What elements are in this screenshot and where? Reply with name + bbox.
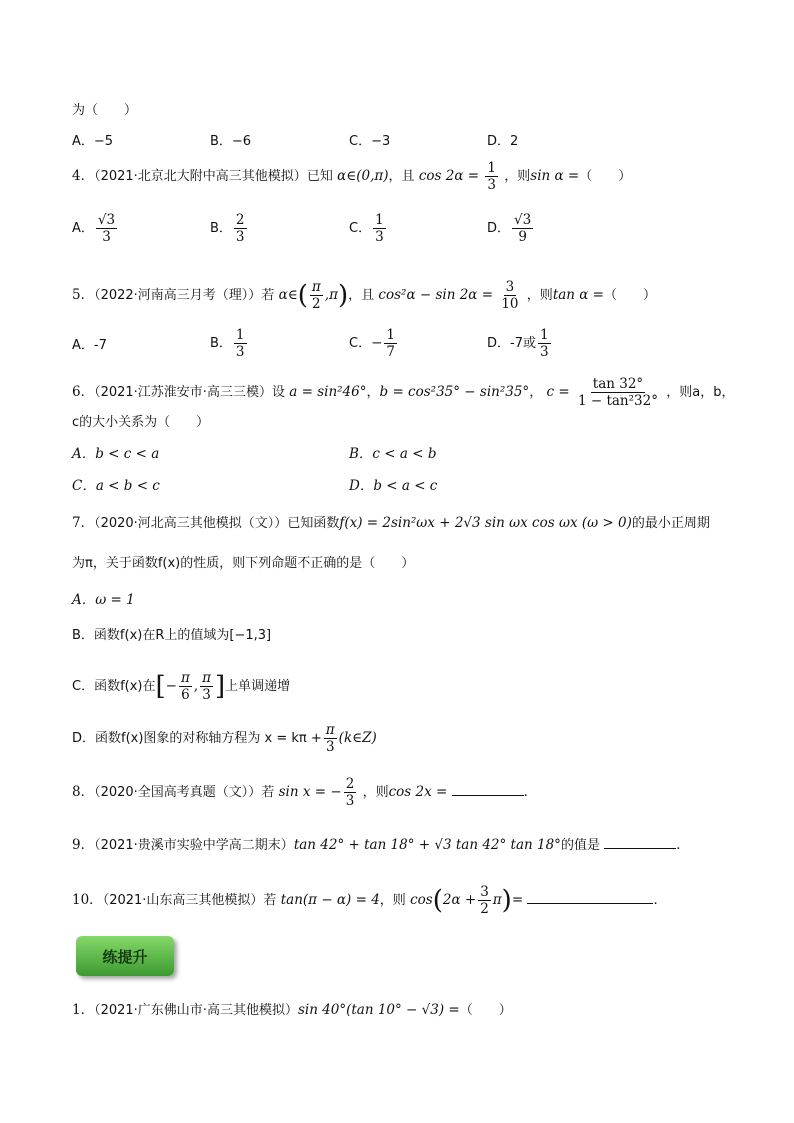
q7-option-c: C．函数f(x)在[− $\frac{\pi}{6}$ , $\frac{\pi}{3}$ ]上单调递增 <box>72 670 291 703</box>
option-b: B．−6 <box>210 134 252 149</box>
question-5: 5．（2022·河南高三月考（理））若 α∈( $\frac{\pi}{2}$ ,π)，且 cos²α − sin 2α = $\frac{3}{10}$ ，则tan α =（ ） <box>72 279 657 312</box>
q4-option-c: C． $\frac{1}{3}$ <box>349 212 384 245</box>
q7-option-b: B．函数f(x)在R上的值域为[−1,3] <box>72 628 272 643</box>
section-label-practice-improve: 练提升 <box>76 936 174 976</box>
question-8: 8．（2020·全国高考真题（文））若 sin x = − $\frac{2}{3}$ ，则cos 2x = ． <box>72 776 538 809</box>
question-tail: 为（ ） <box>72 103 138 118</box>
option-a: A．−5 <box>72 134 114 149</box>
q6-option-d: D．b < a < c <box>349 478 438 494</box>
practice-question-1: 1．（2021·广东佛山市·高三其他模拟）sin 40°(tan 10° − √3) =（ ） <box>72 1002 512 1018</box>
q4-option-d: D． $\frac{√3}{9}$ <box>487 212 532 245</box>
question-7-line2: 为π，关于函数f(x)的性质，则下列命题不正确的是（ ） <box>72 556 415 571</box>
q5-option-d: D．-7或 $\frac{1}{3}$ <box>487 327 549 360</box>
fraction: $\frac{1}{3}$ <box>487 160 496 193</box>
q7-option-a: A．ω = 1 <box>72 592 135 608</box>
q4-option-a: A． $\frac{√3}{3}$ <box>72 212 116 245</box>
question-9: 9．（2021·贵溪市实验中学高二期末）tan 42° + tan 18° + √3 tan 42° tan 18°的值是 ． <box>72 834 690 856</box>
q6-option-b: B．c < a < b <box>349 446 437 462</box>
q5-option-c: C．− $\frac{1}{7}$ <box>349 327 395 360</box>
answer-blank[interactable] <box>527 889 653 904</box>
answer-blank[interactable] <box>604 834 676 849</box>
option-c: C．−3 <box>349 134 391 149</box>
answer-blank[interactable] <box>452 781 524 796</box>
q5-option-a: A．-7 <box>72 338 107 353</box>
q6-option-a: A．b < c < a <box>72 446 160 462</box>
option-d: D．2 <box>487 134 519 149</box>
q4-option-b: B． $\frac{2}{3}$ <box>210 212 245 245</box>
question-10: 10．（2021·山东高三其他模拟）若 tan(π − α) = 4，则 cos(2α + $\frac{3}{2}$ π)= ． <box>72 884 667 917</box>
q6-option-c: C．a < b < c <box>72 478 160 494</box>
question-7: 7．（2020·河北高三其他模拟（文））已知函数f(x) = 2sin²ωx + 2√3 sin ωx cos ωx (ω > 0)的最小正周期 <box>72 515 710 531</box>
q7-option-d: D．函数f(x)图象的对称轴方程为 x = kπ + $\frac{\pi}{3}$ (k∈Z) <box>72 722 377 755</box>
question-4: 4．（2021·北京北大附中高三其他模拟）已知 α∈(0,π)，且 cos 2α = $\frac{1}{3}$ ，则sin α =（ ） <box>72 160 632 193</box>
question-6-line2: c的大小关系为（ ） <box>72 415 210 430</box>
question-6: 6．（2021·江苏淮安市·高三三模）设 a = sin²46°，b = cos²35° − sin²35°， c = $\frac{\tan 32^\circ}{\text{1 − tan²32°}}$ ，则a，b， <box>72 376 735 409</box>
q5-option-b: B． $\frac{1}{3}$ <box>210 327 245 360</box>
